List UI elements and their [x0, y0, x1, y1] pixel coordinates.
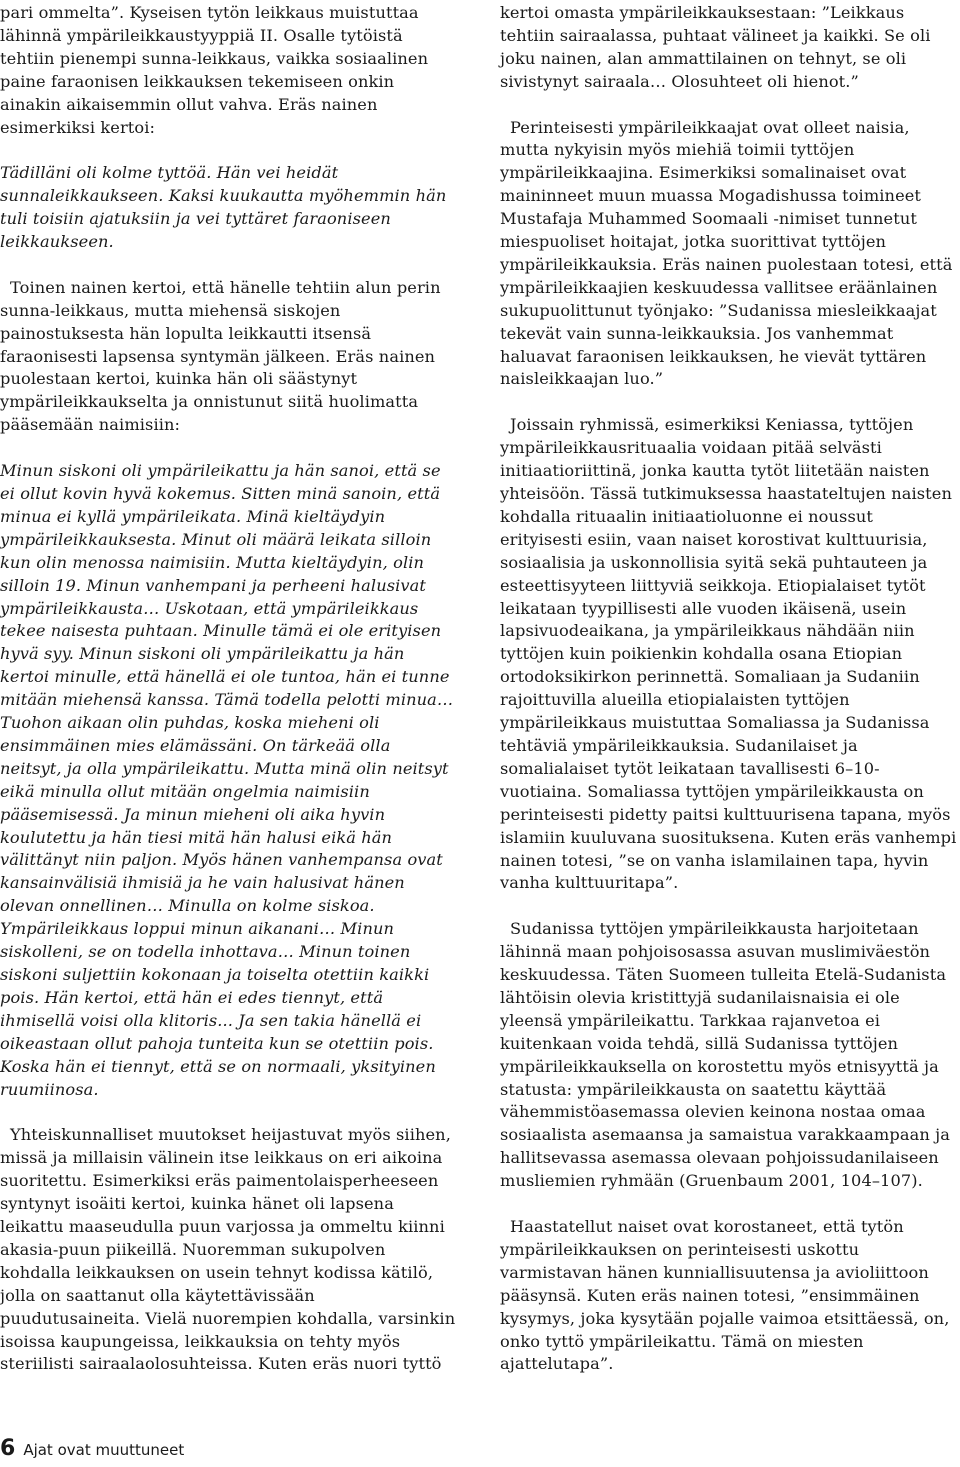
body-paragraph: Yhteiskunnalliset muutokset heijastuvat myös siihen, missä ja millaisin välinein itse leikkaus on eri aikoina suoritettu. Esimerkiksi eräs paimentolaisperheeseen syntynyt isoäiti kertoi, kuinka hänet oli lapsena leikattu maaseudulla puun varjossa ja ommeltu kiinni akasia-puun piikeillä. Nuoremman sukupolven kohdalla leikkauksen on usein tehnyt kodissa kätilö, jolla on saattanut olla käytettävissään puudutusaineita. Vielä nuorempien kohdalla, varsinkin isoissa kaupungeissa, leikkauksia on tehty myös steriilisti sairaalaolosuhteissa. Kuten eräs nuori tyttö: [0, 1125, 456, 1374]
publication-title: Ajat ovat muuttuneet: [23, 1441, 185, 1459]
body-paragraph: Sudanissa tyttöjen ympärileikkausta harjoitetaan lähinnä maan pohjoisosassa asuvan muslimiväestön keskuudessa. Täten Suomeen tulleita Etelä-Sudanista lähtöisin olevia kristittyjä sudanilaisnaisia ei ole yleensä ympärileikattu. Tarkkaa rajanvetoa ei kuitenkaan voida tehdä, sillä Sudanissa tyttöjen ympärileikkauksella on korostettu myös etnisyyttä ja statusta: ympärileikkausta on saatettu käyttää vähemmistöasemassa olevien keinona nostaa omaa sosiaalista asemaansa ja samaistua varakkaampaan ja hallitsevassa asemassa olevaan pohjoissudanilaiseen musliemien ryhmään (Gruenbaum 2001, 104–107).: [500, 919, 950, 1191]
body-paragraph: pari ommelta”. Kyseisen tytön leikkaus muistuttaa lähinnä ympärileikkaustyyppiä II. Osalle tytöistä tehtiin pienempi sunna-leikkaus, vaikka sosiaalinen paine faraonisen leikkauksen tekemiseen onkin ainakin aikaisemmin ollut vahva. Eräs nainen esimerkiksi kertoi:: [0, 3, 429, 137]
body-paragraph: Haastatellut naiset ovat korostaneet, että tytön ympärileikkauksen on perinteisesti uskottu varmistavan hänen kunniallisuutensa ja avioliittoon pääsynsä. Kuten eräs nainen totesi, ”ensimmäinen kysymys, joka kysytään pojalle vaimoa etsittäessä, on, onko tyttö ympärileikattu. Tämä on miesten ajattelutapa”.: [500, 1216, 950, 1374]
page-number: 6: [0, 1436, 16, 1461]
right-column: [500, 2, 958, 1376]
body-paragraph: kertoi omasta ympärileikkauksestaan: ”Leikkaus tehtiin sairaalassa, puhtaat välineet ja kaikki. Se oli joku nainen, alan ammattilainen on tehnyt, se oli sivistynyt sairaala… Olosuhteet oli hienot.”: [500, 3, 931, 91]
interview-quote: Minun siskoni oli ympärileikattu ja hän sanoi, että se ei ollut kovin hyvä kokemus. Sitten minä sanoin, että minua ei kyllä ympärileikata. Minä kieltäydyin ympärileikkauksesta. Minut oli määrä leikata silloin kun olin menossa naimisiin. Mutta kieltäydyin, olin silloin 19. Minun vanhempani ja perheeni halusivat ympärileikkausta… Uskotaan, että ympärileikkaus tekee naisesta puhtaan. Minulle tämä ei ole erityisen hyvä syy. Minun siskoni oli ympärileikattu ja hän kertoi minulle, että hänellä ei ole tuntoa, hän ei tunne mitään miehensä kanssa. Tämä todella pelotti minua… Tuohon aikaan olin puhdas, koska mieheni oli ensimmäinen mies elämässäni. On tärkeää olla neitsyt, ja olla ympärileikattu. Mutta minä olin neitsyt eikä minulla ollut mitään ongelmia naimisiin pääsemisessä. Ja minun mieheni oli aika hyvin koulutettu ja hän tiesi mitä hän halusi eikä hän välittänyt niin paljon. Myös hänen vanhempansa ovat kansainvälisiä ihmisiä ja he vain halusivat hänen olevan onnellinen… Minulla on kolme siskoa. Ympärileikkaus loppui minun aikanani… Minun siskolleni, se on todella inhottava… Minun toinen siskoni suljettiin kokonaan ja toiselta otettiin kaikki pois. Hän kertoi, että hän ei edes tiennyt, että ihmisellä voisi olla klitoris... Ja sen takia hänellä ei oikeastaan ollut pahoja tunteita kun se otettiin pois. Koska hän ei tiennyt, että se on normaali, yksityinen ruumiinosa.: [0, 461, 454, 1099]
body-paragraph: Toinen nainen kertoi, että hänelle tehtiin alun perin sunna-leikkaus, mutta miehensä siskojen painostuksesta hän lopulta leikkautti itsensä faraonisesti lapsensa syntymän jälkeen. Eräs nainen puolestaan kertoi, kuinka hän oli säästynyt ympärileikkaukselta ja onnistunut siitä huolimatta pääsemään naimisiin:: [0, 277, 441, 435]
body-paragraph: Joissain ryhmissä, esimerkiksi Keniassa, tyttöjen ympärileikkausrituaalia voidaan pitää selvästi initiaatioriittinä, jonka kautta tytöt liitetään naisten yhteisöön. Tässä tutkimuksessa haastateltujen naisten kohdalla rituaalin initiaatioluonne ei noussut erityisesti esiin, vaan naiset korostivat kulttuurisia, sosiaalisia ja uskonnollisia syitä sekä puhtauteen ja esteettisyyteen liittyviä seikkoja. Etiopialaiset tytöt leikataan tyypillisesti alle vuoden ikäisenä, usein lapsivuodeaikana, ja ympärileikkaus nähdään niin tyttöjen kuin poikienkin kohdalla osana Etiopian ortodoksikirkon perinnettä. Somaliaan ja Sudaniin rajoittuvilla alueilla etiopialaisten tyttöjen ympärileikkaus muistuttaa Somaliassa ja Sudanissa tehtäviä ympärileikkauksia. Sudanilaiset ja somalialaiset tytöt leikataan tavallisesti 6–10-vuotiaina. Somaliassa tyttöjen ympärileikkausta on perinteisesti pidetty paitsi kulttuurisena tapana, myös islamiin kuuluvana suosituksena. Kuten eräs vanhempi nainen totesi, ”se on vanha islamilainen tapa, hyvin vanha kulttuuritapa”.: [500, 415, 957, 893]
body-paragraph: Perinteisesti ympärileikkaajat ovat olleet naisia, mutta nykyisin myös miehiä toimii tyttöjen ympärileikkaajina. Esimerkiksi somalinaiset ovat maininneet muun muassa Mogadishussa toimineet Mustafaja Muhammed Soomaali -nimiset tunnetut miespuoliset hoitajat, jotka suorittivat tyttöjen ympärileikkauksia. Eräs nainen puolestaan totesi, että ympärileikkaajien keskuudessa vallitsee eräänlainen sukupuolittunut työnjako: ”Sudanissa miesleikkaajat tekevät vain sunna-leikkauksia. Jos vanhemmat haluavat faraonisen leikkauksen, he vievät tyttären naisleikkaajan luo.”: [500, 117, 953, 389]
page-footer: [0, 1436, 184, 1461]
left-column: [0, 2, 457, 1376]
interview-quote: Tädilläni oli kolme tyttöä. Hän vei heidät sunnaleikkaukseen. Kaksi kuukautta myöhemmin hän tuli toisiin ajatuksiin ja vei tyttäret faraoniseen leikkaukseen.: [0, 163, 447, 252]
